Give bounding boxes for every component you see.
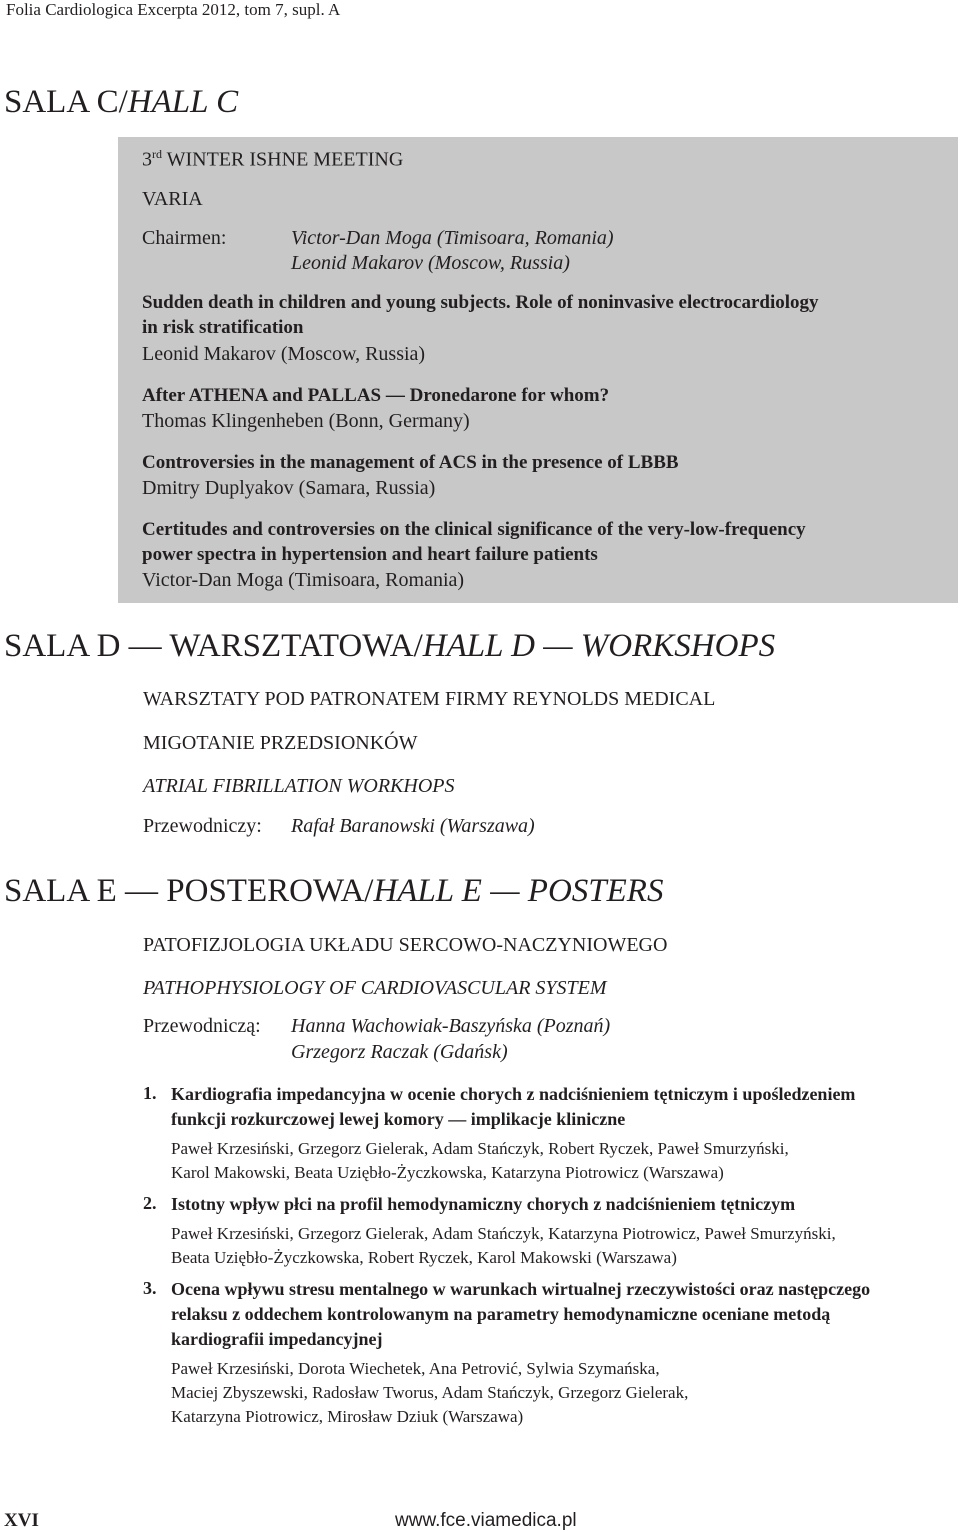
- hall-e-title: [4, 873, 663, 910]
- poster-2-title: Istotny wpływ płci na profil hemodynamiczny chorych z nadciśnieniem tętniczym: [171, 1194, 796, 1214]
- hall-d-title-prefix: SALA D — WARSZTATOWA/: [4, 628, 423, 664]
- hall-d-chair-label: Przewodniczy:: [143, 815, 262, 837]
- hall-c-title-italic: HALL C: [127, 84, 239, 120]
- chairman-1: Victor-Dan Moga (Timisoara, Romania): [291, 227, 614, 249]
- talk-4-author: Victor-Dan Moga (Timisoara, Romania): [142, 569, 465, 591]
- hall-c-session-box: [118, 137, 958, 603]
- hall-e-title-prefix: SALA E — POSTEROWA/: [4, 873, 374, 909]
- hall-d-title: [4, 628, 775, 665]
- poster-2-authors-line-2: Beata Uziębło-Życzkowska, Robert Ryczek, Karol Makowski (Warszawa): [171, 1248, 677, 1267]
- chairmen-label: Chairmen:: [142, 227, 227, 249]
- poster-3-title-line-1: Ocena wpływu stresu mentalnego w warunkach wirtualnej rzeczywistości oraz następczego: [171, 1279, 871, 1299]
- chairman-2: Leonid Makarov (Moscow, Russia): [291, 252, 570, 274]
- hall-e-session-pl: PATOFIZJOLOGIA UKŁADU SERCOWO-NACZYNIOWEGO: [143, 934, 668, 956]
- hall-e-chair-1: Hanna Wachowiak-Baszyńska (Poznań): [291, 1015, 611, 1037]
- talk-4-title-line-2: power spectra in hypertension and heart failure patients: [142, 544, 598, 565]
- poster-1-title-line-1: Kardiografia impedancyjna w ocenie chorych z nadciśnieniem tętniczym i upośledzeniem: [171, 1084, 856, 1104]
- talk-2-title: After ATHENA and PALLAS — Dronedarone for whom?: [142, 385, 610, 406]
- poster-3-authors-line-2: Maciej Zbyszewski, Radosław Tworus, Adam Stańczyk, Grzegorz Gielerak,: [171, 1383, 689, 1402]
- poster-1-authors-line-2: Karol Makowski, Beata Uziębło-Życzkowska, Katarzyna Piotrowicz (Warszawa): [171, 1163, 724, 1182]
- session-title: VARIA: [142, 188, 203, 210]
- hall-c-title: [4, 84, 238, 121]
- hall-c-title-prefix: SALA C/: [4, 84, 128, 120]
- hall-e-chair-label: Przewodniczą:: [143, 1015, 261, 1037]
- poster-1-number: 1.: [143, 1083, 157, 1103]
- hall-e-title-italic: HALL E — POSTERS: [373, 873, 664, 909]
- hall-d-chair: Rafał Baranowski (Warszawa): [291, 815, 535, 837]
- poster-1-title-line-2: funkcji rozkurczowej lewej komory — implikacje kliniczne: [171, 1109, 626, 1129]
- talk-1-author: Leonid Makarov (Moscow, Russia): [142, 343, 426, 365]
- poster-3-number: 3.: [143, 1278, 157, 1298]
- footer-url-link[interactable]: www.fce.viamedica.pl: [395, 1510, 577, 1531]
- poster-3-title-line-2: relaksu z oddechem kontrolowanym na parametry hemodynamiczne oceniane metodą: [171, 1304, 831, 1324]
- talk-1-title-line-1: Sudden death in children and young subjects. Role of noninvasive electrocardiology: [142, 292, 819, 313]
- hall-e-chair-2: Grzegorz Raczak (Gdańsk): [291, 1041, 508, 1063]
- hall-e-session-en: PATHOPHYSIOLOGY OF CARDIOVASCULAR SYSTEM: [143, 977, 607, 999]
- hall-d-sponsor: WARSZTATY POD PATRONATEM FIRMY REYNOLDS MEDICAL: [143, 688, 716, 710]
- talk-1-title-line-2: in risk stratification: [142, 317, 304, 338]
- hall-d-session-pl: MIGOTANIE PRZEDSIONKÓW: [143, 732, 418, 754]
- journal-header: Folia Cardiologica Excerpta 2012, tom 7, supl. A: [6, 0, 341, 19]
- hall-d-session-en: ATRIAL FIBRILLATION WORKHOPS: [143, 775, 455, 797]
- hall-d-title-italic: HALL D — WORKSHOPS: [422, 628, 776, 664]
- talk-3-author: Dmitry Duplyakov (Samara, Russia): [142, 477, 436, 499]
- poster-2-number: 2.: [143, 1193, 157, 1213]
- poster-1-authors-line-1: Paweł Krzesiński, Grzegorz Gielerak, Adam Stańczyk, Robert Ryczek, Paweł Smurzyński,: [171, 1139, 789, 1158]
- page-number: XVI: [4, 1510, 39, 1531]
- poster-3-authors-line-1: Paweł Krzesiński, Dorota Wiechetek, Ana Petrović, Sylwia Szymańska,: [171, 1359, 660, 1378]
- talk-2-author: Thomas Klingenheben (Bonn, Germany): [142, 410, 470, 432]
- poster-3-authors-line-3: Katarzyna Piotrowicz, Mirosław Dziuk (Warszawa): [171, 1407, 524, 1426]
- meeting-title: [142, 147, 403, 172]
- talk-4-title-line-1: Certitudes and controversies on the clinical significance of the very-low-frequency: [142, 519, 806, 540]
- meeting-ordinal: rd: [152, 147, 162, 161]
- poster-2-authors-line-1: Paweł Krzesiński, Grzegorz Gielerak, Adam Stańczyk, Katarzyna Piotrowicz, Paweł Smurzyński,: [171, 1224, 836, 1243]
- talk-3-title: Controversies in the management of ACS in the presence of LBBB: [142, 452, 679, 473]
- meeting-number: 3: [142, 148, 152, 171]
- meeting-name: WINTER ISHNE MEETING: [166, 148, 404, 171]
- poster-3-title-line-3: kardiografii impedancyjnej: [171, 1329, 383, 1349]
